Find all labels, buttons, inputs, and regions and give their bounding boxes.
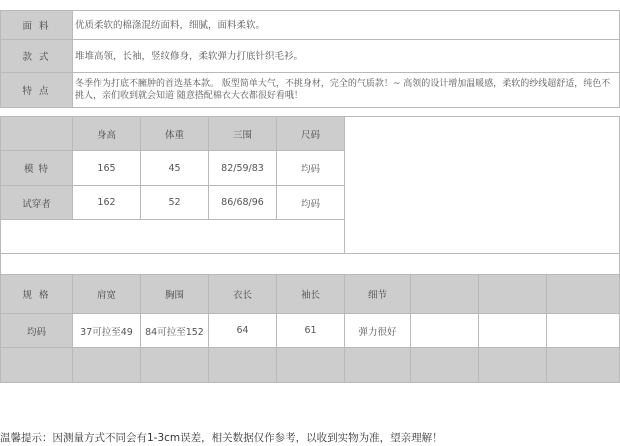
model-height: 165 xyxy=(73,151,141,186)
model-weight: 45 xyxy=(141,151,209,186)
model-header-corner xyxy=(1,117,73,151)
size-value-label: 均码 xyxy=(1,314,73,348)
warm-tip-note: 温馨提示：因测量方式不同会有1-3cm误差，相关数据仅作参考，以收到实物为准，望亲理解！ xyxy=(0,432,443,444)
size-blank-4 xyxy=(209,348,277,383)
label-features: 特 点 xyxy=(1,73,73,108)
size-row-label: 规 格 xyxy=(1,275,73,314)
text-features: 冬季作为打底不臃肿的首选基本款。 版型简单大气，不挑身材，完全的气质款！~ 高领的设计增加温暖感，柔软的纱线超舒适，纯色不挑人，亲们收到就会知道 随意搭配棉衣大衣都很好看哦！ xyxy=(73,73,620,108)
size-header-empty-3 xyxy=(547,275,620,314)
value-sleeve: 61 xyxy=(277,314,345,348)
size-table xyxy=(0,274,620,383)
size-blank-8 xyxy=(479,348,547,383)
header-measurements: 三围 xyxy=(209,117,277,151)
size-header-empty-2 xyxy=(479,275,547,314)
model-table xyxy=(0,116,620,254)
size-header-row xyxy=(1,275,620,314)
header-shoulder: 肩宽 xyxy=(73,275,141,314)
size-value-empty-1 xyxy=(411,314,479,348)
size-blank-6 xyxy=(345,348,411,383)
header-detail: 细节 xyxy=(345,275,411,314)
spacer-row xyxy=(1,254,620,275)
row-label-tester: 试穿者 xyxy=(1,186,73,220)
size-blank-3 xyxy=(141,348,209,383)
size-value-empty-2 xyxy=(479,314,547,348)
size-blank-1 xyxy=(1,348,73,383)
size-blank-9 xyxy=(547,348,620,383)
size-blank-7 xyxy=(411,348,479,383)
value-shoulder: 37可拉至49 xyxy=(73,314,141,348)
header-chest: 胸围 xyxy=(141,275,209,314)
model-header-row xyxy=(1,117,620,151)
size-blank-5 xyxy=(277,348,345,383)
tester-size: 均码 xyxy=(277,186,345,220)
value-chest: 84可拉至152 xyxy=(141,314,209,348)
model-side-blank xyxy=(345,117,620,254)
row-label-model: 模 特 xyxy=(1,151,73,186)
value-length: 64 xyxy=(209,314,277,348)
model-size: 均码 xyxy=(277,151,345,186)
tester-measurements: 86/68/96 xyxy=(209,186,277,220)
label-style: 款 式 xyxy=(1,40,73,73)
label-fabric: 面 料 xyxy=(1,11,73,40)
model-blank-cell xyxy=(1,220,345,254)
size-value-empty-3 xyxy=(547,314,620,348)
text-fabric: 优质柔软的棉涤混纺面料，细腻，面料柔软。 xyxy=(73,11,620,40)
value-detail: 弹力很好 xyxy=(345,314,411,348)
header-weight: 体重 xyxy=(141,117,209,151)
header-sleeve: 袖长 xyxy=(277,275,345,314)
tester-height: 162 xyxy=(73,186,141,220)
info-row-fabric xyxy=(1,11,620,40)
size-blank-row xyxy=(1,348,620,383)
header-size: 尺码 xyxy=(277,117,345,151)
size-value-row xyxy=(1,314,620,348)
tester-weight: 52 xyxy=(141,186,209,220)
info-row-features xyxy=(1,73,620,108)
model-measurements: 82/59/83 xyxy=(209,151,277,186)
spacer-table xyxy=(0,253,620,275)
header-height: 身高 xyxy=(73,117,141,151)
size-blank-2 xyxy=(73,348,141,383)
info-row-style xyxy=(1,40,620,73)
info-table xyxy=(0,10,620,108)
size-header-empty-1 xyxy=(411,275,479,314)
header-length: 衣长 xyxy=(209,275,277,314)
text-style: 堆堆高领，长袖，竖纹修身，柔软弹力打底针织毛衫。 xyxy=(73,40,620,73)
